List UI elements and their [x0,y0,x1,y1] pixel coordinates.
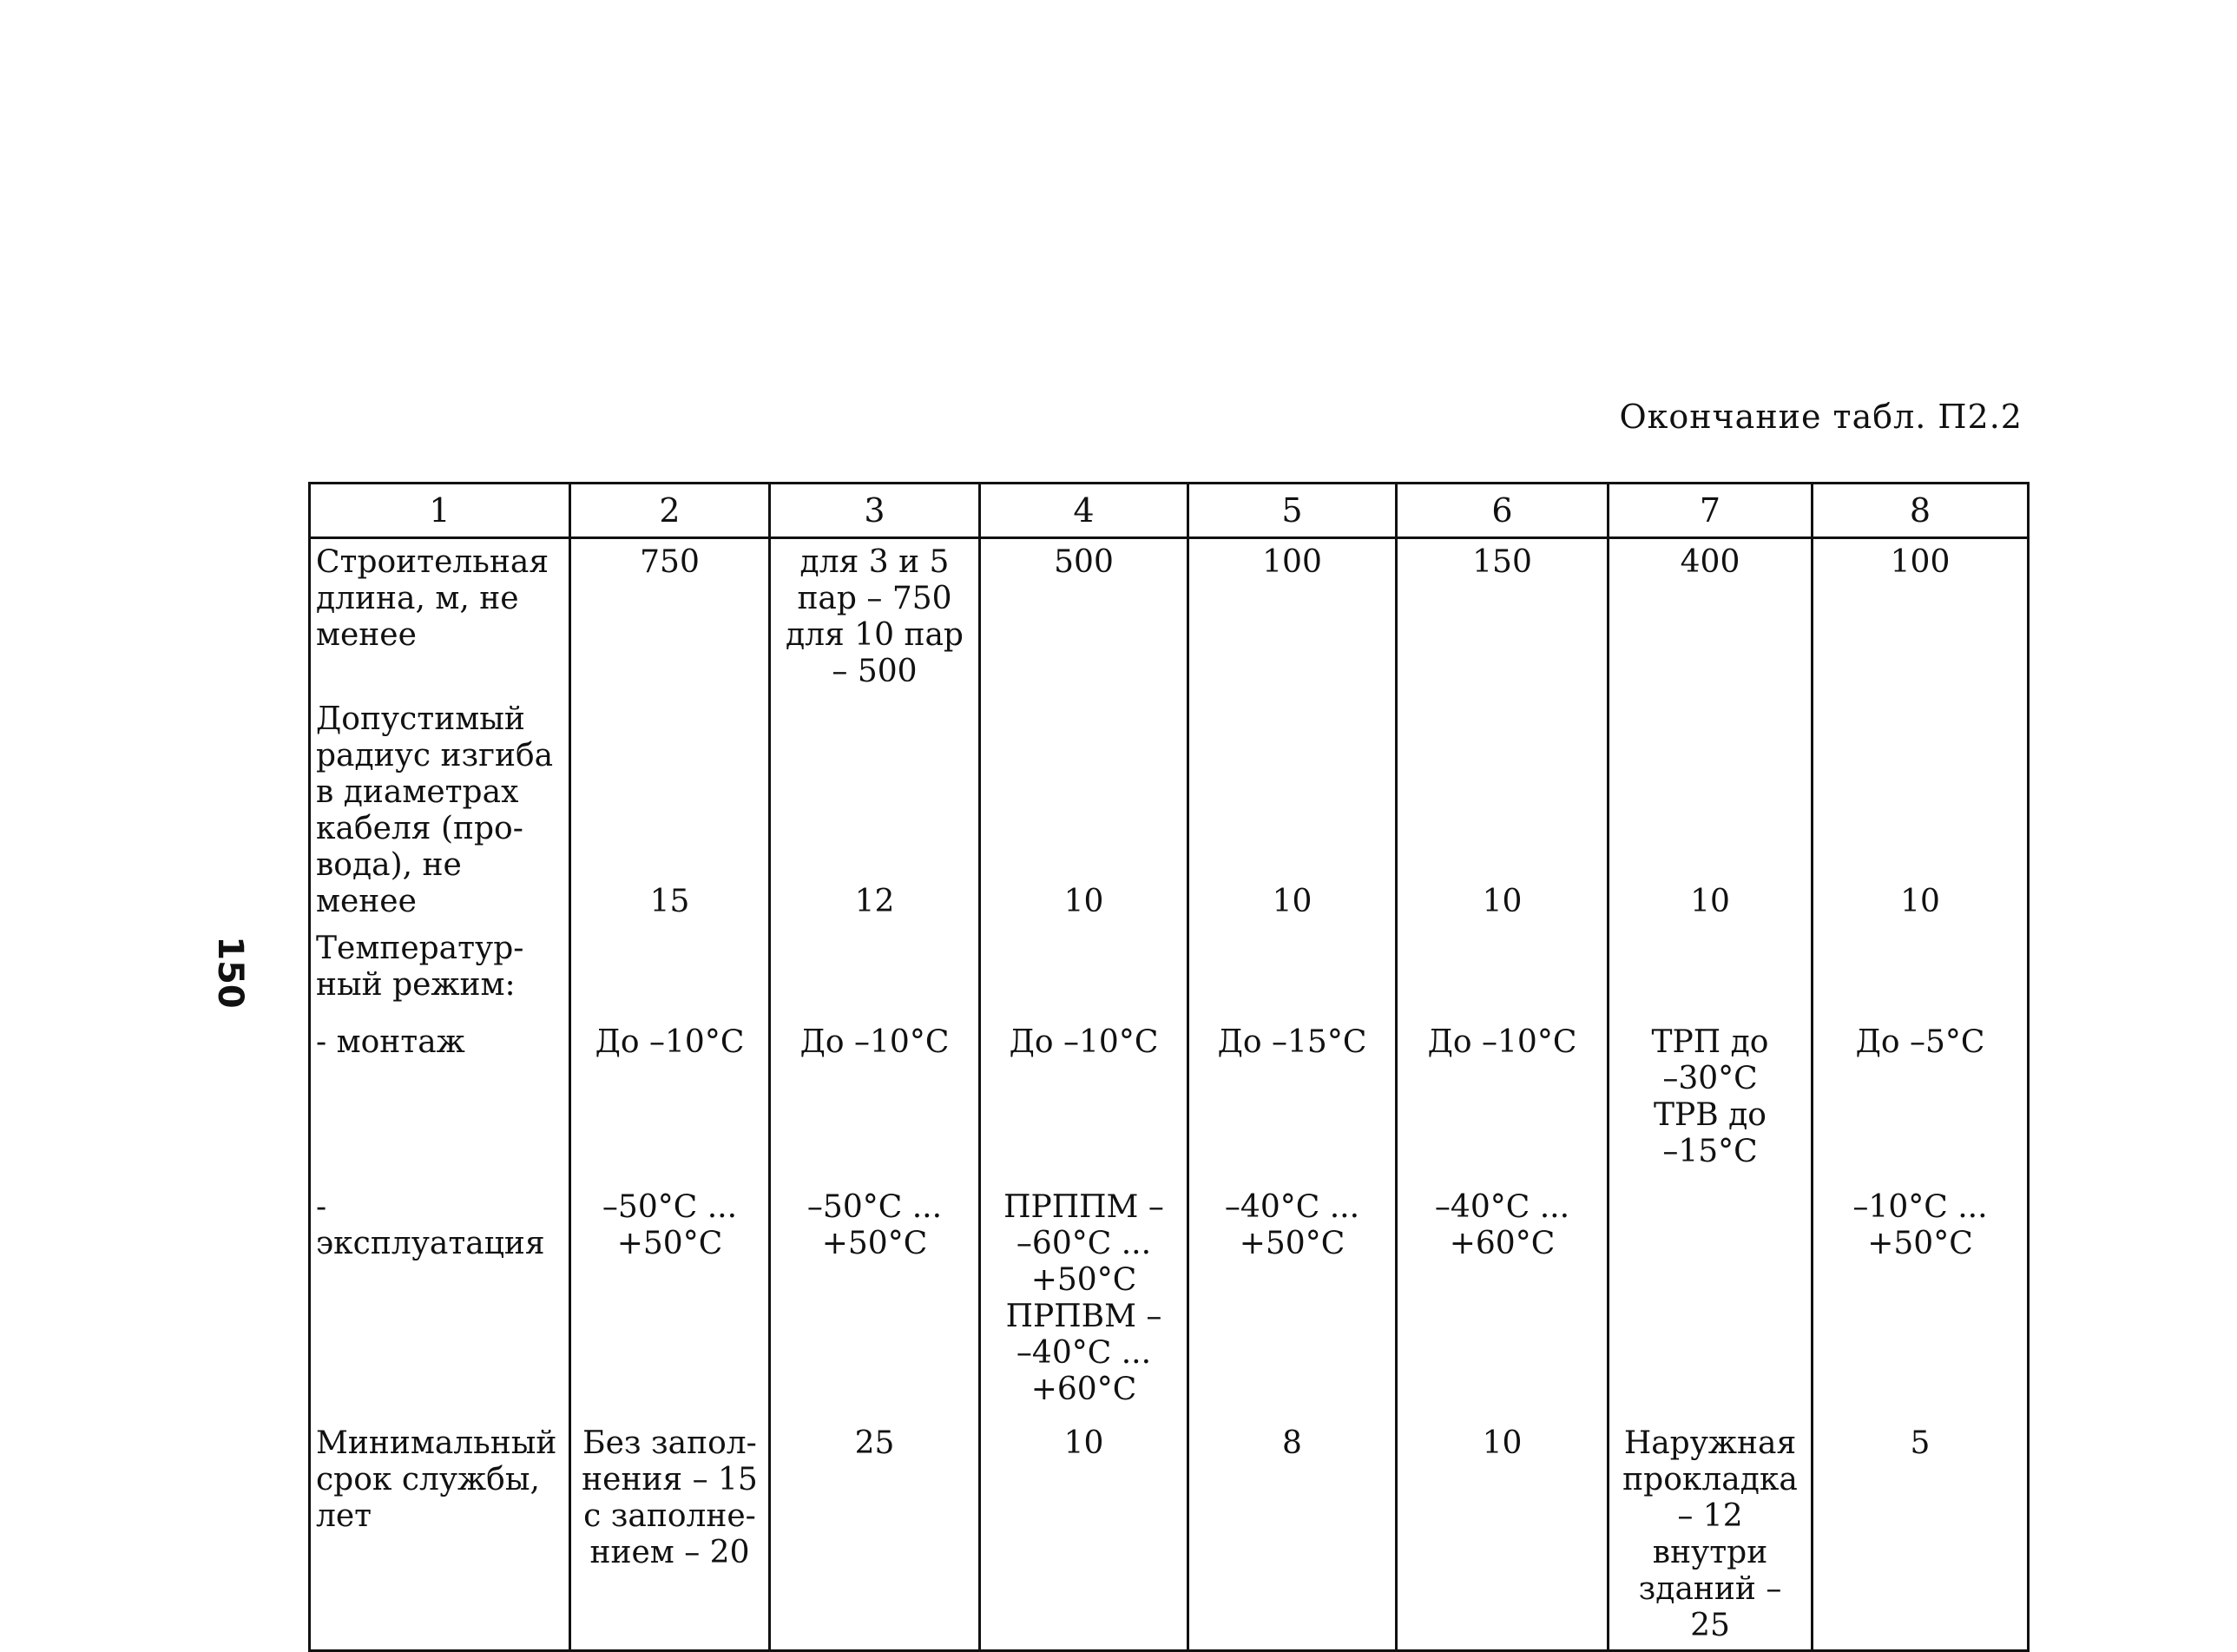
table-cell [770,925,980,1019]
header-cell: 3 [770,484,980,538]
header-cell: 5 [1188,484,1397,538]
table-cell: Без запол- нения – 15 с заполне- нием – 20 [570,1420,770,1651]
table-row [310,696,2029,925]
table-cell: 750 [570,538,770,696]
table-cell: До –10°С [570,1019,770,1184]
table-row [310,925,2029,1019]
table-cell: 15 [570,696,770,925]
table-cell: 10 [980,696,1188,925]
header-cell: 6 [1397,484,1609,538]
table-cell [1609,925,1813,1019]
table-cell [1813,925,2029,1019]
table-cell: До –10°С [770,1019,980,1184]
table-cell: До –5°С [1813,1019,2029,1184]
table-cell: –40°С ... +60°С [1397,1184,1609,1420]
table-cell: 10 [1397,696,1609,925]
header-cell: 1 [310,484,570,538]
row-label: - эксплуатация [310,1184,570,1420]
table-cell: Наружная прокладка – 12 внутри зданий – 25 [1609,1420,1813,1651]
table-cell: –50°С ... +50°С [570,1184,770,1420]
table-cell: 500 [980,538,1188,696]
row-label: Строительная длина, м, не менее [310,538,570,696]
header-cell: 7 [1609,484,1813,538]
row-label: Минимальный срок службы, лет [310,1420,570,1651]
table-cell [1397,925,1609,1019]
table-cell: 10 [1188,696,1397,925]
row-label: Температур- ный режим: [310,925,570,1019]
table-cell: 100 [1188,538,1397,696]
table-cell: ТРП до –30°С ТРВ до –15°С [1609,1019,1813,1184]
table-row [310,1420,2029,1651]
table-cell: 5 [1813,1420,2029,1651]
table-cell: для 3 и 5 пар – 750 для 10 пар – 500 [770,538,980,696]
table-cell: ПРППМ – –60°С ... +50°С ПРПВМ – –40°С ... +60°С [980,1184,1188,1420]
header-cell: 2 [570,484,770,538]
table-cell: До –10°С [980,1019,1188,1184]
table-cell [570,925,770,1019]
table-cell [1609,1184,1813,1420]
table-cell: –40°С ... +50°С [1188,1184,1397,1420]
table-cell: 10 [980,1420,1188,1651]
table-row [310,538,2029,696]
header-cell: 4 [980,484,1188,538]
table-cell: 10 [1609,696,1813,925]
table-cell: 12 [770,696,980,925]
table-cell: 10 [1813,696,2029,925]
header-row [310,484,2029,538]
page-number: 150 [210,936,250,1009]
header-cell: 8 [1813,484,2029,538]
table-cell: 8 [1188,1420,1397,1651]
table-caption: Окончание табл. П2.2 [1619,398,2023,436]
table-cell: 150 [1397,538,1609,696]
table-cell: 100 [1813,538,2029,696]
table-cell: 10 [1397,1420,1609,1651]
table-cell [980,925,1188,1019]
row-label: Допустимый радиус изгиба в диаметрах кабеля (про- вода), не менее [310,696,570,925]
table-cell: 400 [1609,538,1813,696]
table-cell: –10°С ... +50°С [1813,1184,2029,1420]
table-cell: До –15°С [1188,1019,1397,1184]
table-cell: 25 [770,1420,980,1651]
row-label: - монтаж [310,1019,570,1184]
table-cell [1188,925,1397,1019]
table-row [310,1019,2029,1184]
data-table [308,482,2030,1652]
table-cell: –50°С ... +50°С [770,1184,980,1420]
table-cell: До –10°С [1397,1019,1609,1184]
table-row [310,1184,2029,1420]
